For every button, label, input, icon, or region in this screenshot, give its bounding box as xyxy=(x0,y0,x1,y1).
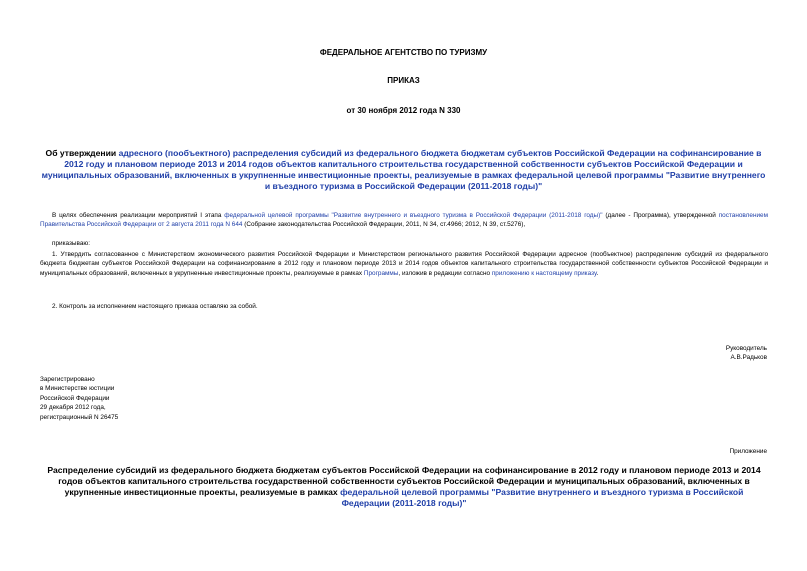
document-type-heading: ПРИКАЗ xyxy=(387,76,420,85)
registration-line-5: регистрационный N 26475 xyxy=(40,413,119,421)
preamble-text-c: (Собрание законодательства Российской Федерации, 2011, N 34, ст.4966; 2012, N 39, ст.5276), xyxy=(242,221,526,229)
order-word: приказываю: xyxy=(52,240,90,247)
appendix-link[interactable]: приложению к настоящему приказу xyxy=(491,269,597,277)
preamble-text-a: В целях обеспечения реализации мероприятий I этапа xyxy=(52,212,225,219)
order-word-paragraph xyxy=(40,239,768,248)
item-1-text-b: , изложив в редакции согласно xyxy=(398,269,492,277)
program-short-link[interactable]: Программы xyxy=(363,269,399,277)
preamble-text-b: (далее - Программа), утвержденной xyxy=(602,212,719,219)
item-2-paragraph xyxy=(40,302,768,311)
document-title xyxy=(40,148,767,192)
appendix-title xyxy=(40,465,768,509)
title-link[interactable]: адресного (пообъектного) распределения субсидий из федерального бюджета бюджетам субъектов Российской Федерации на софинансирование в 2012 году и плановом периоде 2013 и 2014 годов объектов капитального строительства государственной собственности субъектов Российской Федерации и муниципальных образований, включенных в укрупненные инвестиционные проекты, реализуемые в рамках федеральной целевой программы "Развитие внутреннего и въездного туризма в Российской Федерации (2011-2018 годы)" xyxy=(41,148,766,191)
registration-line-2: в Министерстве юстиции xyxy=(40,385,115,393)
signature-block xyxy=(726,344,767,363)
appendix-title-link[interactable]: федеральной целевой программы "Развитие внутреннего и въездного туризма в Российской Федерации (2011-2018 годы)" xyxy=(340,487,744,508)
appendix-label: Приложение xyxy=(729,448,767,455)
title-prefix: Об утверждении xyxy=(45,148,119,158)
registration-line-1: Зарегистрировано xyxy=(40,376,95,383)
signatory-name: А.В.Радьков xyxy=(730,354,767,362)
item-1-text-a: 1. Утвердить согласованное с Министерством экономического развития Российской Федерации и Министерством регионального развития Российской Федерации адресное (пообъектное) распределение субсидий из федерального бюджета бюджетам субъектов Российской Федерации на софинансирование в 2012 году и плановом периоде 2013 и 2014 годов объектов капитального строительства государственной собственности субъектов Российской Федерации и муниципальных образований, включенных в укрупненные инвестиционные проекты, реализуемые в рамках xyxy=(40,251,768,277)
date-number-heading: от 30 ноября 2012 года N 330 xyxy=(346,106,461,115)
registration-line-4: 29 декабря 2012 года, xyxy=(40,404,106,412)
program-link[interactable]: федеральной целевой программы "Развитие внутреннего и въездного туризма в Российской Федерации (2011-2018 годы)" xyxy=(224,212,603,219)
appendix-title-text: Распределение субсидий из федерального бюджета бюджетам субъектов Российской Федерации на софинансирование в 2012 году и плановом периоде 2013 и 2014 годов объектов капитального строительства государственной собственности субъектов Российской Федерации и муниципальных образований, включенных в укрупненные инвестиционные проекты, реализуемые в рамках xyxy=(47,465,761,497)
preamble-paragraph xyxy=(40,211,768,230)
registration-block xyxy=(40,375,118,422)
decree-link[interactable]: постановлением Правительства Российской Федерации от 2 августа 2011 года N 644 xyxy=(40,212,768,229)
signatory-position: Руководитель xyxy=(725,345,767,352)
item-1-paragraph xyxy=(40,250,768,278)
agency-heading: ФЕДЕРАЛЬНОЕ АГЕНТСТВО ПО ТУРИЗМУ xyxy=(319,48,488,57)
registration-line-3: Российской Федерации xyxy=(40,394,110,402)
item-1-text-c: . xyxy=(596,269,599,277)
item-2-text: 2. Контроль за исполнением настоящего приказа оставляю за собой. xyxy=(52,303,258,310)
